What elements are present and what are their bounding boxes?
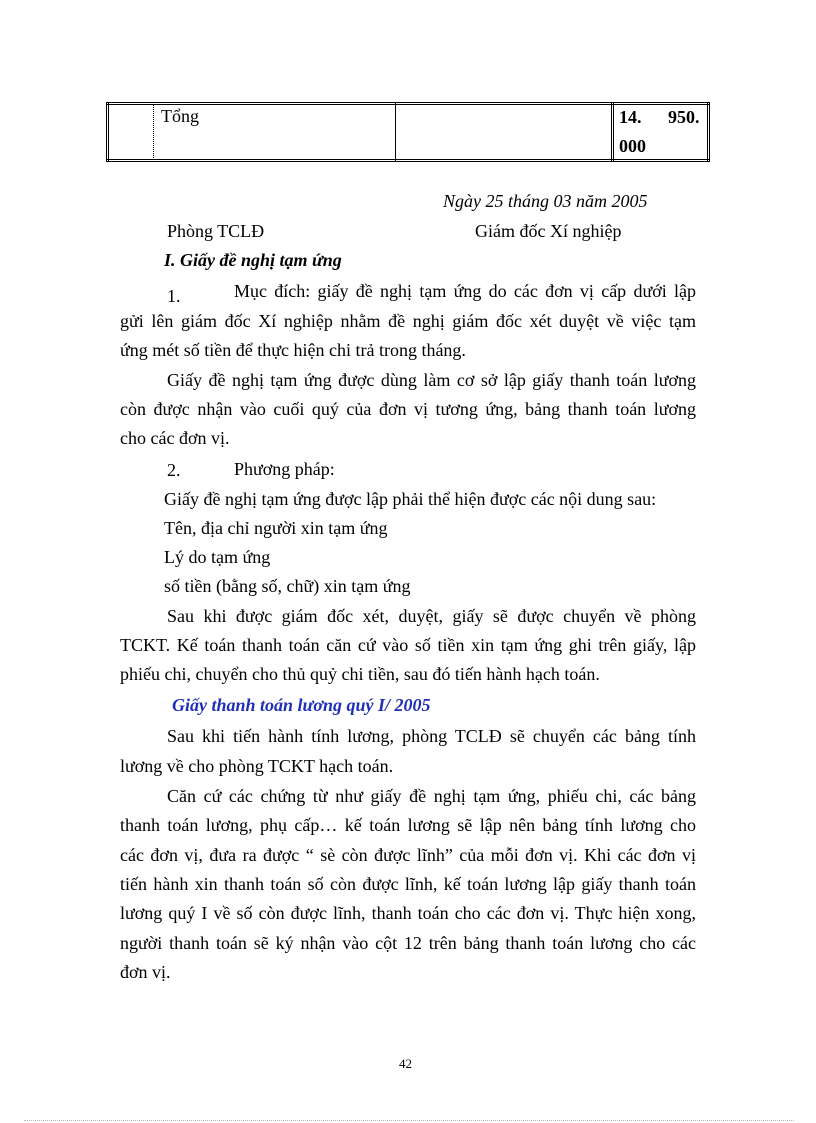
paragraph-line: thanh toán lương, phụ cấp… kế toán lương sẽ lập nên bảng tính lương cho	[120, 815, 696, 835]
page-bottom-border	[24, 1120, 794, 1121]
table-divider	[395, 102, 396, 162]
list-item: Lý do tạm ứng	[164, 547, 271, 567]
paragraph-line: các đơn vị, đưa ra được “ sè còn được lĩnh” của mỗi đơn vị. Khi các đơn vị	[120, 845, 696, 865]
paragraph-line: tiến hành xin thanh toán số còn được lĩnh, kế toán lương lập giấy thanh toán	[120, 874, 696, 894]
table-divider	[611, 102, 614, 162]
paragraph-line: Giấy đề nghị tạm ứng được lập phải thể hiện được các nội dung sau:	[164, 489, 657, 509]
paragraph-line: lương về cho phòng TCKT hạch toán.	[120, 756, 394, 776]
list-item: số tiền (bằng số, chữ) xin tạm ứng	[164, 576, 411, 596]
paragraph-line: gửi lên giám đốc Xí nghiệp nhằm đề nghị giám đốc xét duyệt về việc tạm	[120, 311, 696, 331]
table-amount-part: 000	[619, 136, 646, 156]
paragraph-line: ứng mét số tiền để thực hiện chi trả trong tháng.	[120, 340, 466, 360]
section-heading: I. Giấy đề nghị tạm ứng	[164, 250, 342, 270]
paragraph-line: Giấy đề nghị tạm ứng được dùng làm cơ sở lập giấy thanh toán lương	[167, 370, 696, 390]
signature-right: Giám đốc Xí nghiệp	[475, 221, 622, 241]
table-border-right	[707, 102, 710, 162]
table-amount-part: 950.	[668, 107, 700, 127]
item-text: Phương pháp:	[234, 459, 335, 479]
paragraph-line: đơn vị.	[120, 962, 171, 982]
paragraph-line: phiếu chi, chuyển cho thủ quỷ chi tiền, sau đó tiến hành hạch toán.	[120, 664, 600, 684]
paragraph-line: Sau khi tiến hành tính lương, phòng TCLĐ sẽ chuyển các bảng tính	[167, 726, 696, 746]
paragraph-line: Sau khi được giám đốc xét, duyệt, giấy sẽ được chuyển về phòng	[167, 606, 696, 626]
paragraph-line: TCKT. Kế toán thanh toán căn cứ vào số tiền xin tạm ứng ghi trên giấy, lập	[120, 635, 696, 655]
paragraph-line: người thanh toán sẽ ký nhận vào cột 12 trên bảng thanh toán lương cho các	[120, 933, 696, 953]
paragraph-line: cho các đơn vị.	[120, 428, 230, 448]
paragraph-line: còn được nhận vào cuối quý của đơn vị tương ứng, bảng thanh toán lương	[120, 399, 696, 419]
table-row-label: Tổng	[161, 106, 199, 126]
page-number: 42	[399, 1056, 412, 1071]
table-border-left	[106, 102, 109, 162]
document-date: Ngày 25 tháng 03 năm 2005	[443, 191, 648, 211]
signature-left: Phòng TCLĐ	[167, 221, 265, 241]
item-number: 1.	[167, 286, 181, 306]
paragraph-line: Mục đích: giấy đề nghị tạm ứng do các đơn vị cấp dưới lập	[234, 281, 696, 301]
table-divider	[153, 104, 154, 160]
paragraph-line: lương quý I về số còn được lĩnh, thanh toán cho các đơn vị. Thực hiện xong,	[120, 903, 696, 923]
item-number: 2.	[167, 460, 181, 480]
table-amount-part: 14.	[619, 107, 642, 127]
paragraph-line: Căn cứ các chứng từ như giấy đề nghị tạm ứng, phiếu chi, các bảng	[167, 786, 696, 806]
section-heading-blue: Giấy thanh toán lương quý I/ 2005	[172, 695, 431, 715]
list-item: Tên, địa chỉ người xin tạm ứng	[164, 518, 388, 538]
